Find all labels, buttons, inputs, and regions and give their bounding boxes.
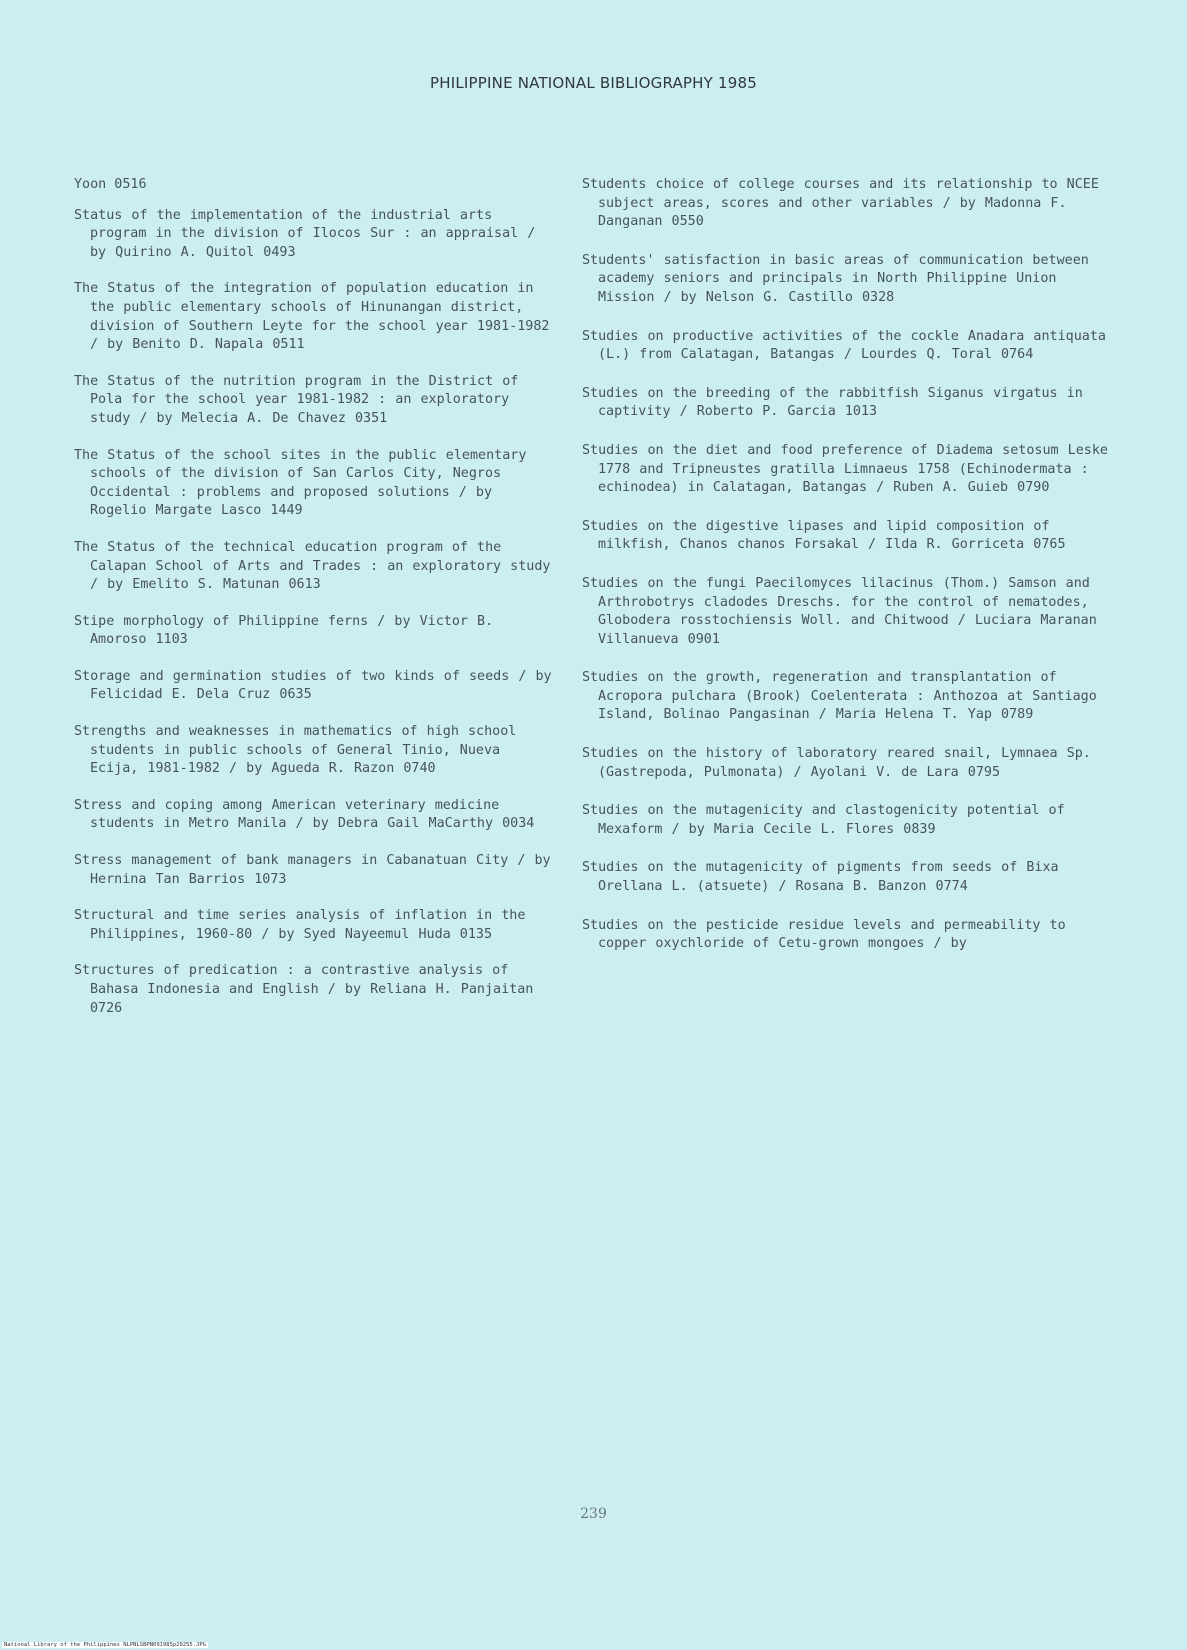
bibliography-entry: Structures of predication : a contrastive analysis of Bahasa Indonesia and English / by Reliana H. Panjaitan 0726 xyxy=(74,963,534,1016)
bibliography-entry: The Status of the school sites in the public elementary schools of the division of San Carlos City, Negros Occidental : problems and proposed solutions / by Rogelio Margate Lasco 1449 xyxy=(74,447,527,519)
bibliography-entry: Status of the implementation of the industrial arts program in the division of Ilocos Sur : an appraisal / by Quirino A. Quitol 0493 xyxy=(74,207,536,260)
bibliography-entry: Studies on the history of laboratory reared snail, Lymnaea Sp. (Gastrepoda, Pulmonata) / Ayolani V. de Lara 0795 xyxy=(582,746,1091,780)
bibliography-entry: The Status of the integration of population education in the public elementary schools of Hinunangan district, division of Southern Leyte for the school year 1981-1982 / by Benito D. Napala 0511 xyxy=(74,281,550,353)
bibliography-entry: Studies on the digestive lipases and lipid composition of milkfish, Chanos chanos Forsakal / Ilda R. Gorriceta 0765 xyxy=(582,518,1066,553)
bibliography-entry: Studies on the fungi Paecilomyces lilacinus (Thom.) Samson and Arthrobotrys cladodes Dreschs. for the control of nematodes, Globodera rosstochiensis Woll. and Chitwood / Luciara Maranan Villanueva 0901 xyxy=(582,575,1097,647)
page-title: PHILIPPINE NATIONAL BIBLIOGRAPHY 1985 xyxy=(430,74,757,92)
bibliography-entry: Strengths and weaknesses in mathematics of high school students in public schools of General Tinio, Nueva Ecija, 1981-1982 / by Agueda R. Razon 0740 xyxy=(74,724,517,777)
column-heading: Yoon 0516 xyxy=(74,177,147,192)
bibliography-entry: Studies on the diet and food preference of Diadema setosum Leske 1778 and Tripneustes gratilla Limnaeus 1758 (Echinodermata : echinodea) in Calatagan, Batangas / Ruben A. Guieb 0790 xyxy=(582,442,1108,496)
bibliography-entry: Students' satisfaction in basic areas of communication between academy seniors and principals in North Philippine Union Mission / by Nelson G. Castillo 0328 xyxy=(582,252,1089,305)
scan-footer: National Library of the Philippines NLPNLSBPN091985p20255.JPG xyxy=(4,1642,206,1648)
bibliography-entry: Students choice of college courses and its relationship to NCEE subject areas, scores and other variables / by Madonna F. Danganan 0550 xyxy=(582,177,1099,230)
bibliography-entry: Studies on the pesticide residue levels and permeability to copper oxychloride of Cetu-grown mongoes / by xyxy=(582,917,1066,952)
right-column xyxy=(582,176,1112,974)
bibliography-entry: Studies on the growth, regeneration and transplantation of Acropora pulchara (Brook) Coelenterata : Anthozoa at Santiago Island, Bolinao Pangasinan / Maria Helena T. Yap 0789 xyxy=(582,670,1097,723)
bibliography-entry: Stress management of bank managers in Cabanatuan City / by Hernina Tan Barrios 1073 xyxy=(74,853,551,887)
page-number: 239 xyxy=(580,1506,607,1522)
bibliography-entry: Studies on the mutagenicity of pigments from seeds of Bixa Orellana L. (atsuete) / Rosana B. Banzon 0774 xyxy=(582,860,1059,895)
bibliography-entry: Structural and time series analysis of inflation in the Philippines, 1960-80 / by Syed Nayeemul Huda 0135 xyxy=(74,908,526,942)
bibliography-entry: The Status of the technical education program of the Calapan School of Arts and Trades : an exploratory study / by Emelito S. Matunan 0613 xyxy=(74,539,551,593)
bibliography-entry: Stress and coping among American veterinary medicine students in Metro Manila / by Debra Gail MaCarthy 0034 xyxy=(74,797,535,832)
bibliography-entry: Studies on the mutagenicity and clastogenicity potential of Mexaform / by Maria Cecile L. Flores 0839 xyxy=(582,803,1065,837)
bibliography-entry: Studies on the breeding of the rabbitfish Siganus virgatus in captivity / Roberto P. Garcia 1013 xyxy=(582,385,1083,420)
bibliography-entry: Stipe morphology of Philippine ferns / by Victor B. Amoroso 1103 xyxy=(74,613,494,648)
bibliography-entry: Storage and germination studies of two kinds of seeds / by Felicidad E. Dela Cruz 0635 xyxy=(74,668,552,703)
left-column xyxy=(74,176,554,1036)
bibliography-entry: Studies on productive activities of the cockle Anadara antiquata (L.) from Calatagan, Batangas / Lourdes Q. Toral 0764 xyxy=(582,328,1106,363)
bibliography-entry: The Status of the nutrition program in the District of Pola for the school year 1981-1982 : an exploratory study / by Melecia A. De Chavez 0351 xyxy=(74,373,519,426)
